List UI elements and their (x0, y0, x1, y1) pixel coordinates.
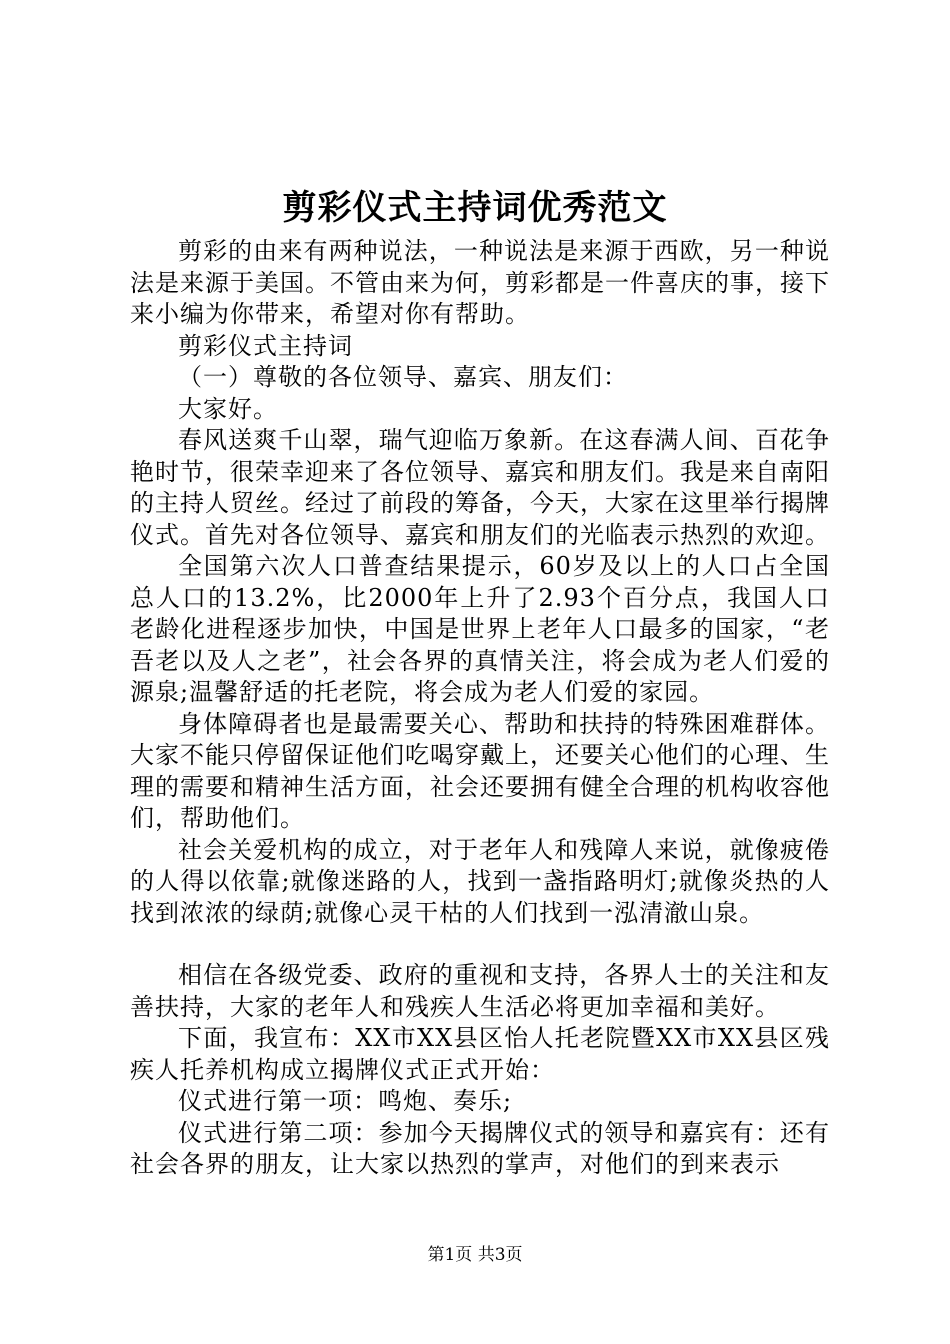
document-body (130, 236, 830, 1181)
paragraph-announcement: 下面，我宣布：XX市XX县区怡人托老院暨XX市XX县区残疾人托养机构成立揭牌仪式正式开始： (130, 1024, 830, 1084)
paragraph-step-two: 仪式进行第二项：参加今天揭牌仪式的领导和嘉宾有：还有社会各界的朋友，让大家以热烈的掌声，对他们的到来表示 (130, 1118, 830, 1178)
paragraph-intro: 剪彩的由来有两种说法，一种说法是来源于西欧，另一种说法是来源于美国。不管由来为何，剪彩都是一件喜庆的事，接下来小编为你带来，希望对你有帮助。 (130, 237, 830, 328)
paragraph-welcome: 春风送爽千山翠，瑞气迎临万象新。在这春满人间、百花争艳时节，很荣幸迎来了各位领导、嘉宾和朋友们。我是来自南阳的主持人贸丝。经过了前段的筹备，今天，大家在这里举行揭牌仪式。首先对各位领导、嘉宾和朋友们的光临表示热烈的欢迎。 (130, 426, 830, 549)
paragraph-census: 全国第六次人口普查结果提示，60岁及以上的人口占全国总人口的13.2%，比2000年上升了2.93个百分点，我国人口老龄化进程逐步加快，中国是世界上老年人口最多的国家，“老吾老以及人之老”，社会各界的真情关注，将会成为老人们爱的源泉;温馨舒适的托老院，将会成为老人们爱的家园。 (130, 552, 830, 706)
paragraph-belief: 相信在各级党委、政府的重视和支持，各界人士的关注和友善扶持，大家的老年人和残疾人生活必将更加幸福和美好。 (130, 961, 830, 1021)
paragraph-subtitle: 剪彩仪式主持词 (178, 331, 353, 360)
page-indicator: 第1页 共3页 (427, 1245, 523, 1265)
document-title: 剪彩仪式主持词优秀范文 (282, 188, 668, 228)
paragraph-greeting: 大家好。 (178, 394, 278, 423)
paragraph-institution: 社会关爱机构的成立，对于老年人和残障人来说，就像疲倦的人得以依靠;就像迷路的人，找到一盏指路明灯;就像炎热的人找到浓浓的绿荫;就像心灵干枯的人们找到一泓清澈山泉。 (130, 835, 830, 927)
paragraph-step-one: 仪式进行第一项：鸣炮、奏乐; (178, 1087, 513, 1115)
paragraph-salutation: （一）尊敬的各位领导、嘉宾、朋友们： (178, 363, 628, 391)
paragraph-disabled-care: 身体障碍者也是最需要关心、帮助和扶持的特殊困难群体。大家不能只停留保证他们吃喝穿戴上，还要关心他们的心理、生理的需要和精神生活方面，社会还要拥有健全合理的机构收容他们，帮助他们。 (130, 709, 830, 832)
